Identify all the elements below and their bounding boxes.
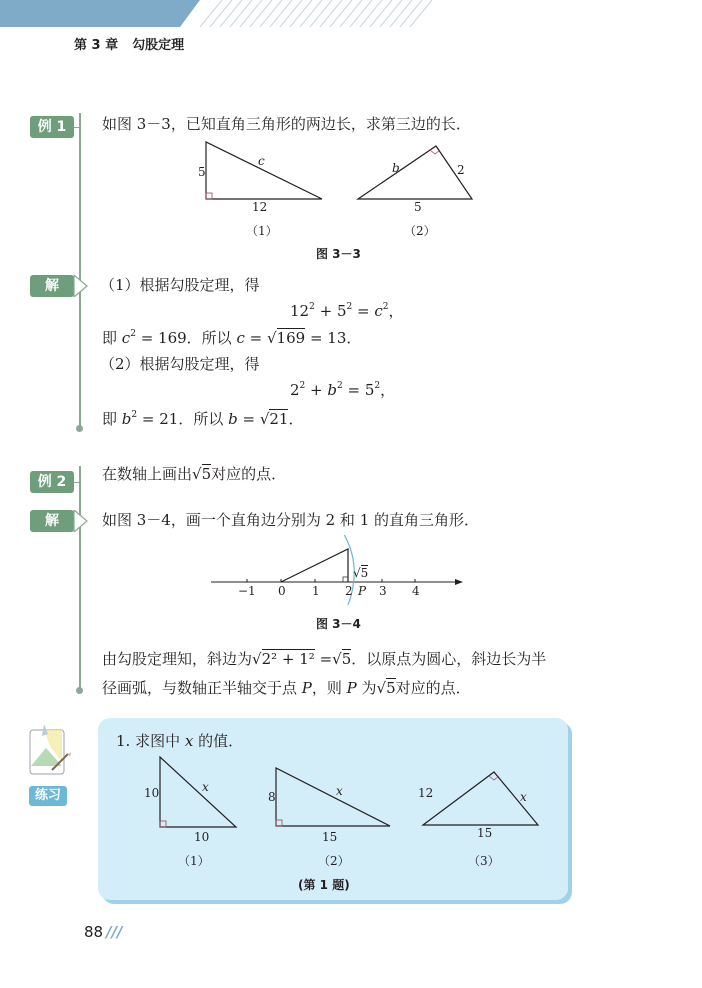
- example-1-question: 如图 3－3，已知直角三角形的两边长，求第三边的长．: [102, 115, 471, 133]
- practice-notebook-icon: [24, 722, 76, 782]
- fig2-label: （2）: [404, 224, 436, 238]
- solution-arrow-icon: [73, 275, 89, 297]
- tick-label-2: 2: [345, 584, 353, 598]
- solution-1-line-2: 即 $c^2 = 169$．所以 c = √169 = 13．: [102, 329, 362, 347]
- sqrt5-label: √5: [353, 566, 369, 580]
- ex-tri3-side-right: x: [520, 790, 527, 804]
- ex-tri1-hypotenuse: x: [202, 780, 209, 794]
- page-number: 88 ///: [84, 923, 123, 941]
- solution-1-equation-1: $12^2 + 5^2 = c^2$，: [290, 302, 404, 320]
- fig2-side-right: 2: [457, 163, 465, 177]
- fig1-label: （1）: [246, 224, 278, 238]
- solution-2-line-2: 由勾股定理知，斜边为√2² + 1² =√5．以原点为圆心，斜边长为半: [102, 650, 547, 668]
- ex-tri3-label: （3）: [468, 854, 500, 868]
- rail-end-dot: [76, 425, 83, 432]
- tick-label-3: 3: [379, 584, 387, 598]
- figure-3-4-caption: 图 3－4: [316, 617, 361, 631]
- fig2-side-left: b: [392, 161, 400, 175]
- chapter-heading: [74, 34, 198, 53]
- solution-1-tag: 解: [30, 275, 74, 297]
- fig2-base: 5: [414, 200, 422, 214]
- figure-3-3-caption: 图 3－3: [316, 247, 361, 261]
- exercise-1-figures: [150, 750, 550, 835]
- solution-1-line-3: （2）根据勾股定理，得: [100, 355, 260, 373]
- solution-2-line-3: 径画弧，与数轴正半轴交于点 P，则 P 为√5对应的点．: [102, 679, 471, 697]
- figure-3-3: [190, 138, 490, 248]
- tick-label-1: 1: [312, 584, 320, 598]
- fig1-leg-vertical: 5: [198, 165, 206, 179]
- exercise-1-prompt: 1. 求图中 x 的值．: [116, 732, 244, 750]
- example-2-question: 在数轴上画出√5对应的点．: [102, 465, 287, 483]
- solution-2-line-1: 如图 3－4，画一个直角边分别为 2 和 1 的直角三角形．: [102, 511, 480, 529]
- example-1-tag: 例 1: [30, 116, 74, 138]
- ex-tri1-label: （1）: [178, 854, 210, 868]
- example-1-rail: [79, 113, 81, 428]
- ex-tri1-leg-horizontal: 10: [194, 830, 210, 844]
- solution-2-tag: 解: [30, 510, 74, 532]
- chapter-number: 第 3 章: [74, 38, 119, 53]
- fig1-hypotenuse: c: [258, 154, 265, 168]
- solution-arrow-icon: [73, 510, 89, 532]
- example-2-rail: [79, 466, 81, 690]
- exercise-1-caption: (第 1 题): [298, 878, 350, 892]
- ex-tri2-label: （2）: [318, 854, 350, 868]
- solution-1-line-1: （1）根据勾股定理，得: [100, 276, 260, 294]
- tick-label-0: 0: [278, 584, 286, 598]
- example-2-tag: 例 2: [30, 471, 74, 493]
- ex-tri2-hypotenuse: x: [336, 784, 343, 798]
- fig1-leg-horizontal: 12: [252, 200, 268, 214]
- chapter-title: 勾股定理: [132, 38, 185, 53]
- ex-tri2-leg-horizontal: 15: [322, 830, 338, 844]
- header-band: [0, 0, 702, 27]
- tick-label-4: 4: [412, 584, 420, 598]
- ex-tri3-side-left: 12: [418, 786, 434, 800]
- rail-end-dot: [76, 687, 83, 694]
- ex-tri2-leg-vertical: 8: [268, 790, 276, 804]
- page-decoration: ///: [106, 923, 123, 941]
- solution-1-equation-2: $2^2 + b^2 = 5^2$，: [290, 381, 396, 399]
- solution-1-line-4: 即 $b^2 = 21$．所以 b = √21．: [102, 410, 304, 428]
- tick-label-neg1: −1: [238, 584, 256, 598]
- practice-tag: 练习: [29, 786, 67, 806]
- ex-tri3-base: 15: [477, 826, 493, 840]
- point-p-label: P: [358, 584, 367, 598]
- ex-tri1-leg-vertical: 10: [144, 786, 160, 800]
